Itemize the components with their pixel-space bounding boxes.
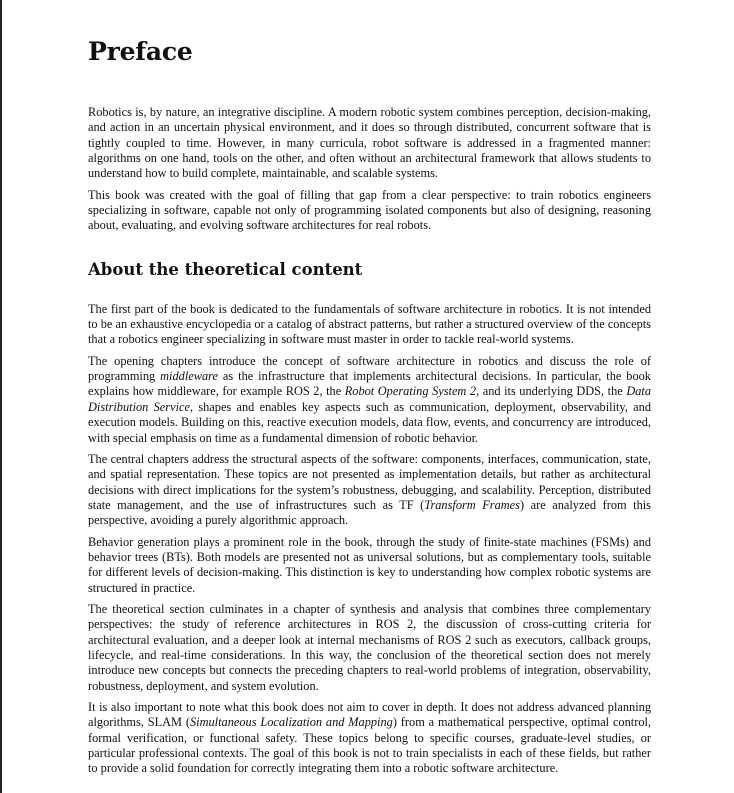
italic-term-middleware: middleware: [160, 369, 218, 384]
italic-term-slam: Simultaneous Localization and Mapping: [189, 715, 393, 730]
text-run: , and its underlying DDS, the: [476, 384, 627, 399]
intro-paragraph-1: Robotics is, by nature, an integrative discipline. A modern robotic system combines perception, decision-making, and action in an uncertain physical environment, and it does so through distributed, concurrent software that is tightly coupled to time. However, in many curricula, robot software is addressed in a fragmented manner: algorithms on one hand, tools on the other, and often without an architectural framework that allows students to understand how to build complete, maintainable, and scalable systems.: [88, 105, 651, 181]
text-run: ) from a mathematical perspective, optimal control, formal verification, or functional safety. These topics belong to specific courses, graduate-level studies, or particular professional contexts. The goal of this book is not to train specialists in each of these fields, but rather to provide a solid foundation for correctly integrating them into a robotic software architecture.: [88, 715, 652, 776]
text-run: The central chapters address the structural aspects of the software: components, interfaces, communication, state, and spatial representation. These topics are not presented as implementation details, but rather as architectural decisions with direct implications for the system’s robustness, debugging, and scalability. Perception, distributed state management, and the use of infrastructures such as TF (: [88, 451, 651, 512]
document-body: [88, 105, 651, 777]
text-run: , shapes and enables key aspects such as communication, deployment, observability, and execution models. Building on this, reactive execution models, data flow, events, and concurrency are introduced, with special emphasis on time as a fundamental dimension of robotic behavior.: [88, 399, 651, 445]
section-paragraph-2: [88, 354, 651, 446]
section-heading: About the theoretical content: [88, 259, 363, 279]
section-paragraph-3: [88, 452, 651, 529]
text-run: ) are analyzed from this perspective, avoiding a purely algorithmic approach.: [88, 497, 651, 528]
text-run: as the infrastructure that implements architectural decisions. In particular, the book explains how middleware, for example ROS 2, the: [88, 369, 651, 399]
intro-paragraph-2: This book was created with the goal of filling that gap from a clear perspective: to train robotics engineers specializing in software, capable not only of programming isolated components but also of designing, reasoning about, evaluating, and evolving software architectures for real robots.: [88, 187, 651, 233]
page-left-border: [0, 0, 2, 793]
section-paragraph-6: [88, 700, 651, 777]
text-run: The opening chapters introduce the concept of software architecture in robotics and discuss the role of programming: [88, 353, 651, 384]
section-paragraph-5: The theoretical section culminates in a chapter of synthesis and analysis that combines three complementary perspectives: the study of reference architectures in ROS 2, the discussion of cross-cutting criteria for architectural evaluation, and a deeper look at internal mechanisms of ROS 2 such as executors, callback groups, lifecycle, and real-time considerations. In this way, the conclusion of the theoretical section does not merely introduce new concepts but connects the preceding chapters to real-world problems of integration, observability, robustness, deployment, and system evolution.: [88, 601, 651, 693]
italic-term-tf: Transform Frames: [424, 497, 520, 512]
italic-term-dds: Data Distribution Service: [88, 384, 651, 414]
section-paragraph-1: The first part of the book is dedicated to the fundamentals of software architecture in robotics. It is not intended to be an exhaustive encyclopedia or a catalog of abstract patterns, but rather a structured overview of the concepts that a robotics engineer specializing in software must master in order to tackle real-world systems.: [88, 301, 651, 347]
page-title: Preface: [88, 37, 193, 66]
text-run: It is also important to note what this book does not aim to cover in depth. It does not address advanced planning algorithms, SLAM (: [88, 700, 651, 730]
section-paragraph-4: Behavior generation plays a prominent role in the book, through the study of finite-state machines (FSMs) and behavior trees (BTs). Both models are presented not as universal solutions, but as complementary tools, suitable for different levels of decision-making. This distinction is key to understanding how complex robotic systems are structured in practice.: [88, 534, 651, 595]
italic-term-ros2: Robot Operating System 2: [344, 384, 477, 399]
